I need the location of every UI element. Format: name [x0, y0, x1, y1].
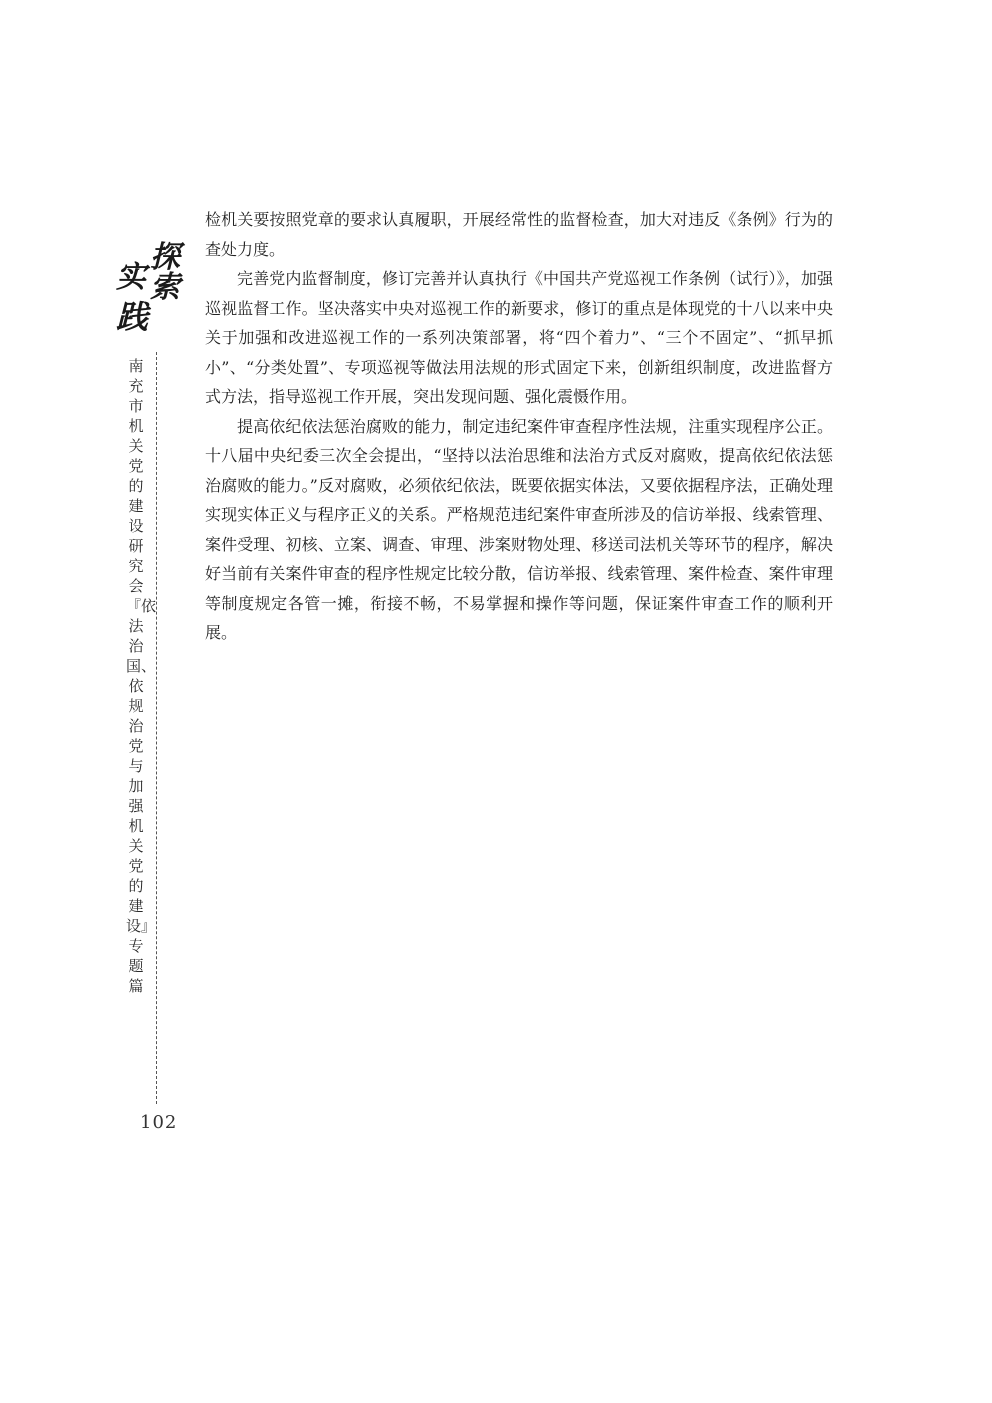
sidebar-dashed-divider — [156, 352, 157, 1104]
main-body-text — [205, 205, 833, 648]
logo-char-2: 索 — [150, 270, 180, 305]
paragraph-1: 检机关要按照党章的要求认真履职，开展经常性的监督检查，加大对违反《条例》行为的查处力度。 — [205, 210, 833, 259]
logo-char-3: 实 — [116, 260, 146, 295]
paragraph-3: 提高依纪依法惩治腐败的能力，制定违纪案件审查程序性法规，注重实现程序公正。十八届中央纪委三次全会提出，“坚持以法治思维和法治方式反对腐败，提高依纪依法惩治腐败的能力。”反对腐败，必须依纪依法，既要依据实体法，又要依据程序法，正确处理实现实体正义与程序正义的关系。严格规范违纪案件审查所涉及的信访举报、线索管理、案件受理、初核、立案、调查、审理、涉案财物处理、移送司法机关等环节的程序，解决好当前有关案件审查的程序性规定比较分散，信访举报、线索管理、案件检查、案件审理等制度规定各管一摊，衔接不畅，不易掌握和操作等问题，保证案件审查工作的顺利开展。 — [205, 416, 833, 642]
sidebar-vertical-title: 南充市机关党的建设研究会『依法治国、依规治党与加强机关党的建设』专题篇 — [126, 357, 157, 995]
book-logo — [112, 232, 184, 342]
page-number: 102 — [140, 1112, 178, 1133]
logo-char-4: 践 — [116, 298, 149, 336]
paragraph-2: 完善党内监督制度，修订完善并认真执行《中国共产党巡视工作条例（试行）》，加强巡视监督工作。坚决落实中央对巡视工作的新要求，修订的重点是体现党的十八以来中央关于加强和改进巡视工作的一系列决策部署，将“四个着力”、“三个不固定”、“抓早抓小”、“分类处置”、专项巡视等做法用法规的形式固定下来，创新组织制度，改进监督方式方法，指导巡视工作开展，突出发现问题、强化震慑作用。 — [205, 269, 833, 406]
logo-char-1: 探 — [150, 240, 180, 275]
